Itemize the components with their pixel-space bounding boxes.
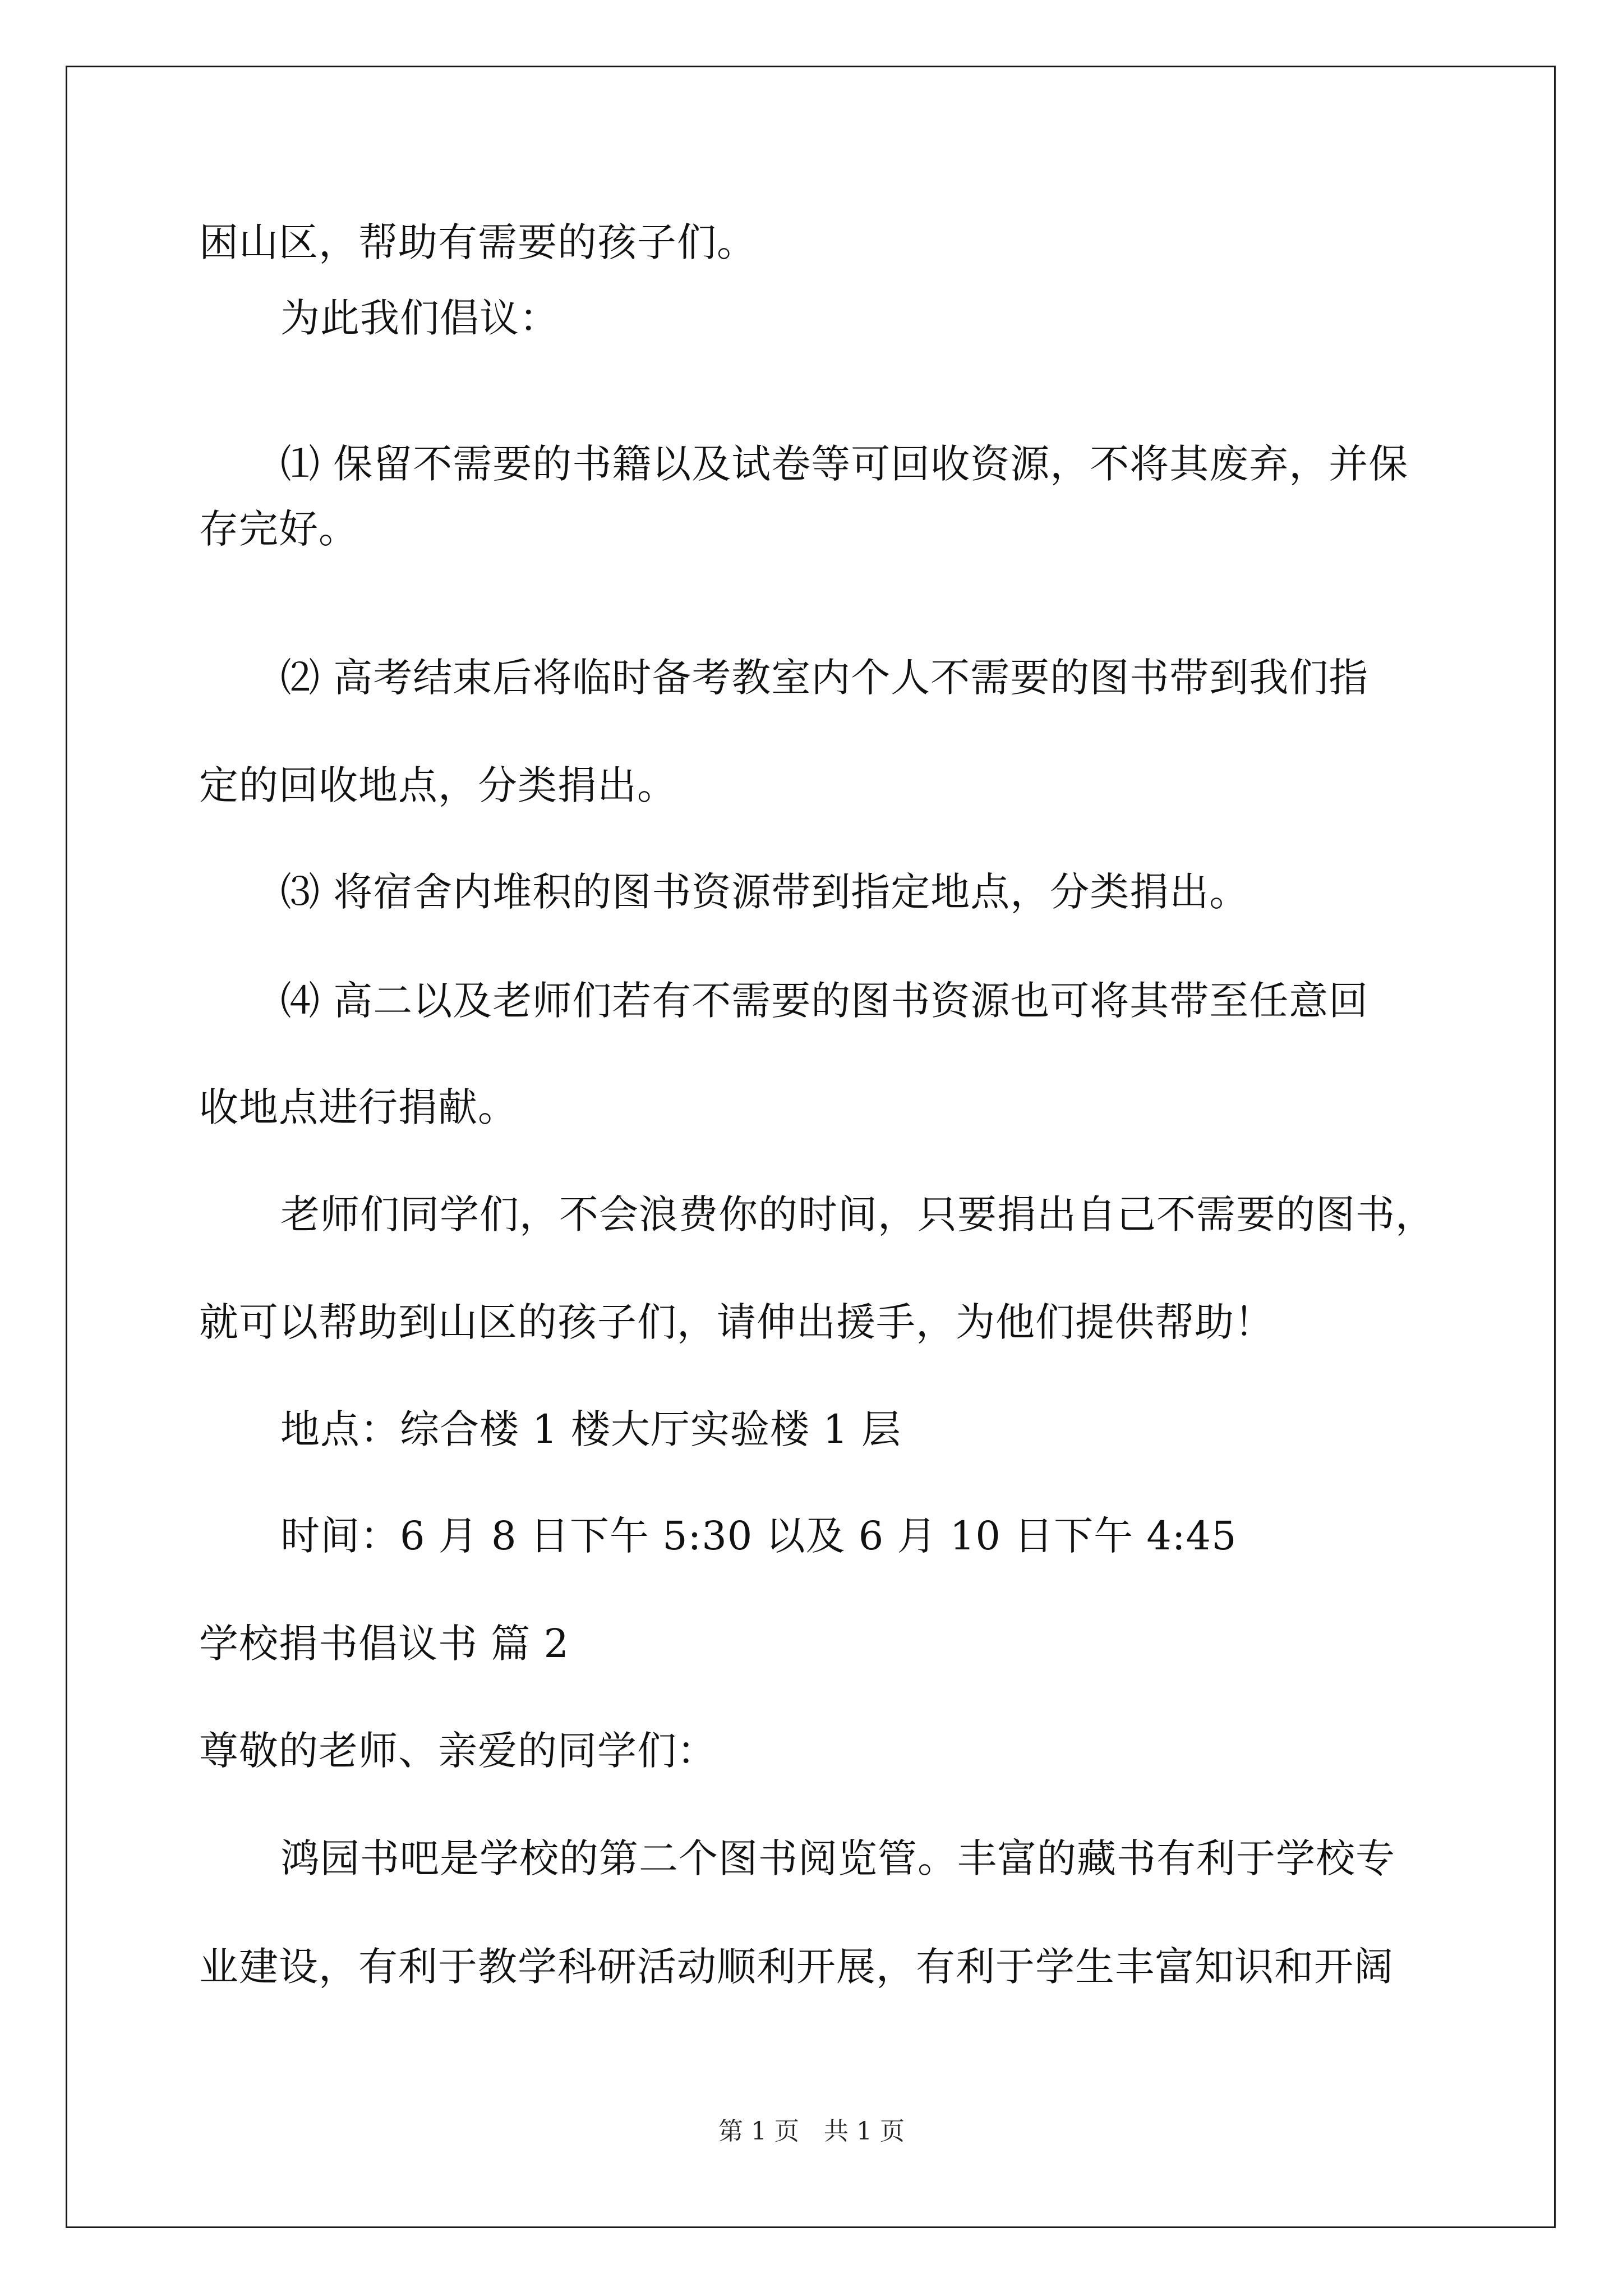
list-item-3: ⑶ 将宿舍内堆积的图书资源带到指定地点，分类捐出。 bbox=[280, 869, 1249, 915]
page-border bbox=[66, 66, 1556, 2228]
salutation: 尊敬的老师、亲爱的同学们： bbox=[199, 1728, 717, 1774]
list-item-1: ⑴ 保留不需要的书籍以及试卷等可回收资源，不将其废弃，并保 bbox=[280, 441, 1409, 487]
body-line: 存完好。 bbox=[199, 506, 358, 552]
body-line: 就可以帮助到山区的孩子们，请伸出援手，为他们提供帮助！ bbox=[199, 1299, 1274, 1345]
body-line: 困山区，帮助有需要的孩子们。 bbox=[199, 219, 757, 265]
list-item-4: ⑷ 高二以及老师们若有不需要的图书资源也可将其带至任意回 bbox=[280, 978, 1369, 1024]
body-line: 定的回收地点，分类捐出。 bbox=[199, 762, 677, 808]
time-line: 时间：6 月 8 日下午 5:30 以及 6 月 10 日下午 4:45 bbox=[280, 1513, 1237, 1559]
body-line: 收地点进行捐献。 bbox=[199, 1084, 518, 1130]
body-line: 老师们同学们，不会浪费你的时间，只要捐出自己不需要的图书， bbox=[280, 1191, 1435, 1237]
body-line: 业建设，有利于教学科研活动顺利开展，有利于学生丰富知识和开阔 bbox=[199, 1944, 1394, 1990]
location-line: 地点：综合楼 1 楼大厅实验楼 1 层 bbox=[280, 1406, 902, 1452]
page-number: 第 1 页 共 1 页 bbox=[718, 2117, 905, 2146]
section-heading: 学校捐书倡议书 篇 2 bbox=[199, 1621, 570, 1667]
list-item-2: ⑵ 高考结束后将临时备考教室内个人不需要的图书带到我们指 bbox=[280, 655, 1369, 701]
body-line: 鸿园书吧是学校的第二个图书阅览管。丰富的藏书有利于学校专 bbox=[280, 1835, 1395, 1881]
body-line: 为此我们倡议： bbox=[280, 295, 559, 341]
